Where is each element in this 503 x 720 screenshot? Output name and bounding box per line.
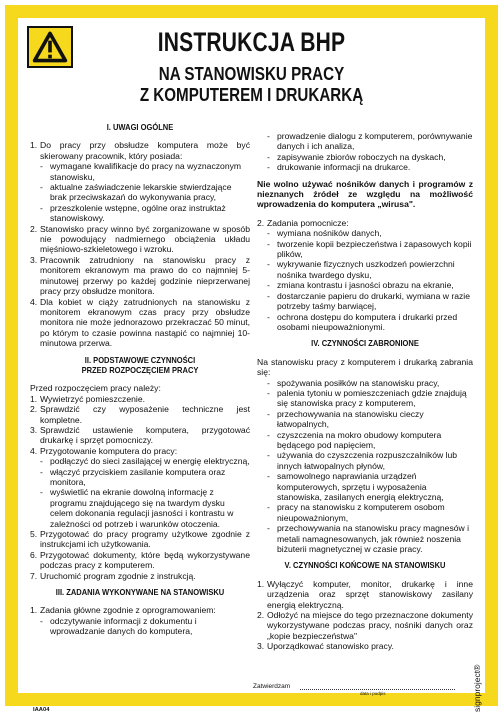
- list-subitem: - drukowanie informacji na drukarce.: [267, 162, 411, 173]
- date-signature-caption: data i podpis: [360, 691, 386, 696]
- list-item: 1. Wyłączyć komputer, monitor, drukarkę i inne urządzenia oraz sprzęt stanowiskowy zasilany energią elektryczną.: [257, 578, 473, 610]
- list-item: 2. Stanowisko pracy winno być zorganizowane w sposób nie powodujący nadmiernego obciążenia układu mięśniowo-szkieletowego i wzroku.: [30, 223, 250, 255]
- brand-mark: signproject®: [472, 664, 482, 712]
- list-subitem: - prowadzenie dialogu z komputerem, porównywanie danych i ich analiza,: [267, 131, 473, 152]
- list-subitem: - podłączyć do sieci zasilającej w energię elektryczną,: [40, 456, 250, 467]
- left-column: [30, 118, 250, 637]
- list-subitem: - czyszczenia na mokro obudowy komputera będącego pod napięciem,: [267, 429, 442, 450]
- list-item: 3. Pracownik zatrudniony na stanowisku pracy z monitorem ekranowym ma prawo do co najmniej 5-minutowej przerwy po każdej godzinie nieprzerwanej pracy przy obsłudze monitora.: [30, 254, 250, 297]
- product-code: IAA04: [33, 707, 50, 713]
- list-subitem: - odczytywanie informacji z dokumentu i wprowadzanie danych do komputera,: [40, 615, 197, 637]
- list-subitem: - przechowywania na stanowisku cieczy łatwopalnych,: [267, 408, 424, 430]
- list-subitem: - dostarczanie papieru do drukarki, wymiana w razie potrzeby taśmy barwiącej,: [267, 290, 470, 312]
- list-item: 4. Dla kobiet w ciąży zatrudnionych na stanowisku z monitorem ekranowym czas pracy przy obsłudze monitora nie może jednorazowo przekraczać 50 minut, po którym to czasie powinna nastąpić co najmniej 10-minutowa przerwa.: [30, 296, 250, 349]
- subtitle-line-2: Z KOMPUTEREM I DRUKARKĄ: [139, 84, 364, 105]
- list-item: 6. Przygotować dokumenty, które będą wykorzystywane podczas pracy z komputerem.: [30, 549, 250, 571]
- list-subitem: - tworzenie kopii bezpieczeństwa i zapasowych kopii plików,: [267, 238, 472, 260]
- list-subitem: - wymagane kwalifikacje do pracy na wyznaczonym stanowisku,: [40, 161, 242, 182]
- list-subitem: - przechowywania na stanowisku pracy magnesów i metali namagnesowanych, jak również noszenia biżuterii magnetycznej w czasie pracy.: [267, 523, 470, 555]
- list-subitem: - przeszkolenie wstępne, ogólne oraz instruktaż stanowiskowy.: [40, 202, 226, 224]
- signature-line: [300, 689, 455, 690]
- list-item: 1. Wywietrzyć pomieszczenie.: [30, 393, 145, 404]
- list-item: 3. Uporządkować stanowisko pracy.: [257, 641, 394, 652]
- list-subitem: - włączyć przyciskiem zasilanie komputera oraz monitora,: [40, 466, 226, 487]
- list-subitem: - pracy na stanowisku z komputerem osobom nieupoważnionym,: [267, 502, 445, 523]
- list-subitem: - palenia tytoniu w pomieszczeniach gdzie znajdują się stanowiska pracy z komputerem,: [267, 387, 467, 409]
- section-heading: V. CZYNNOŚCI KOŃCOWE NA STANOWISKU: [284, 560, 446, 571]
- list-item: 1. Zadania główne zgodnie z oprogramowaniem:: [30, 605, 216, 616]
- section-heading: IV. CZYNNOŚCI ZABRONIONE: [311, 338, 419, 349]
- list-subitem: - aktualne zaświadczenie lekarskie stwierdzające brak przeciwskazań do wykonywania pracy,: [40, 182, 232, 203]
- section-heading: II. PODSTAWOWE CZYNNOŚCI PRZED ROZPOCZĘCIEM PRACY: [81, 354, 199, 375]
- section-heading: I. UWAGI OGÓLNE: [106, 122, 174, 132]
- list-item: 2. Odłożyć na miejsce do tego przeznaczone dokumenty wykorzystywane podczas pracy, nośniki danych oraz „kopie bezpieczeństwa": [257, 610, 473, 641]
- list-subitem: - zmiana kontrastu i jasności obrazu na ekranie,: [267, 280, 454, 291]
- list-item: 7. Uruchomić program zgodnie z instrukcją.: [30, 570, 196, 581]
- section-heading: III. ZADANIA WYKONYWANE NA STANOWISKU: [55, 587, 225, 598]
- list-item: 2. Zadania pomocnicze:: [257, 217, 349, 228]
- list-subitem: - samowolnego naprawiania urządzeń komputerowych, sprzętu i wyposażenia stanowiska, zasilanych energią elektryczną,: [267, 471, 444, 502]
- approval-label: Zatwierdzam: [253, 683, 291, 690]
- section-intro: Na stanowisku pracy z komputerem i drukarką zabrania się:: [257, 356, 473, 378]
- list-item: 2. Sprawdzić czy wyposażenie techniczne jest kompletne.: [30, 404, 250, 425]
- section-intro: Przed rozpoczęciem pracy należy:: [30, 383, 161, 394]
- subtitle-line-1: NA STANOWISKU PRACY: [158, 63, 345, 84]
- list-subitem: - wykrywanie fizycznych uszkodzeń powierzchni nośnika twardego dysku,: [267, 259, 455, 280]
- list-subitem: - zapisywanie zbiorów roboczych na dyskach,: [267, 151, 446, 162]
- right-column: [257, 131, 473, 652]
- list-item: 3. Sprawdzić ustawienie komputera, przygotować drukarkę i sprzęt pomocniczy.: [30, 424, 250, 446]
- warning-text: Nie wolno używać nośników danych i programów z nieznanych źródeł ze względu na możliwość wprowadzenia do komputera „wirusa".: [257, 178, 473, 210]
- list-item: 4. Przygotowanie komputera do pracy:: [30, 445, 178, 456]
- page-subtitle: [45, 63, 457, 105]
- page-title: INSTRUKCJA BHP: [157, 27, 346, 57]
- list-subitem: - wymiana nośników danych,: [267, 228, 382, 239]
- list-subitem: - spożywania posiłków na stanowisku pracy,: [267, 377, 440, 388]
- list-item: 5. Przygotować do pracy programy użytkowe zgodnie z instrukcjami ich użytkowania.: [30, 529, 250, 550]
- list-subitem: - ochrona dostępu do komputera i drukarki przed osobami nieupoważnionymi.: [267, 311, 458, 332]
- list-subitem: - używania do czyszczenia rozpuszczalników lub innych łatwopalnych płynów,: [267, 450, 458, 471]
- list-item: 1. Do pracy przy obsłudze komputera może być skierowany pracownik, który posiada:: [30, 140, 250, 161]
- list-subitem: - wyświetlić na ekranie dowolną informację z programu znajdującego się na twardym dysku celem dokonania regulacji jasności i kontrastu w zależności od potrzeb i warunków otoczenia.: [40, 487, 234, 529]
